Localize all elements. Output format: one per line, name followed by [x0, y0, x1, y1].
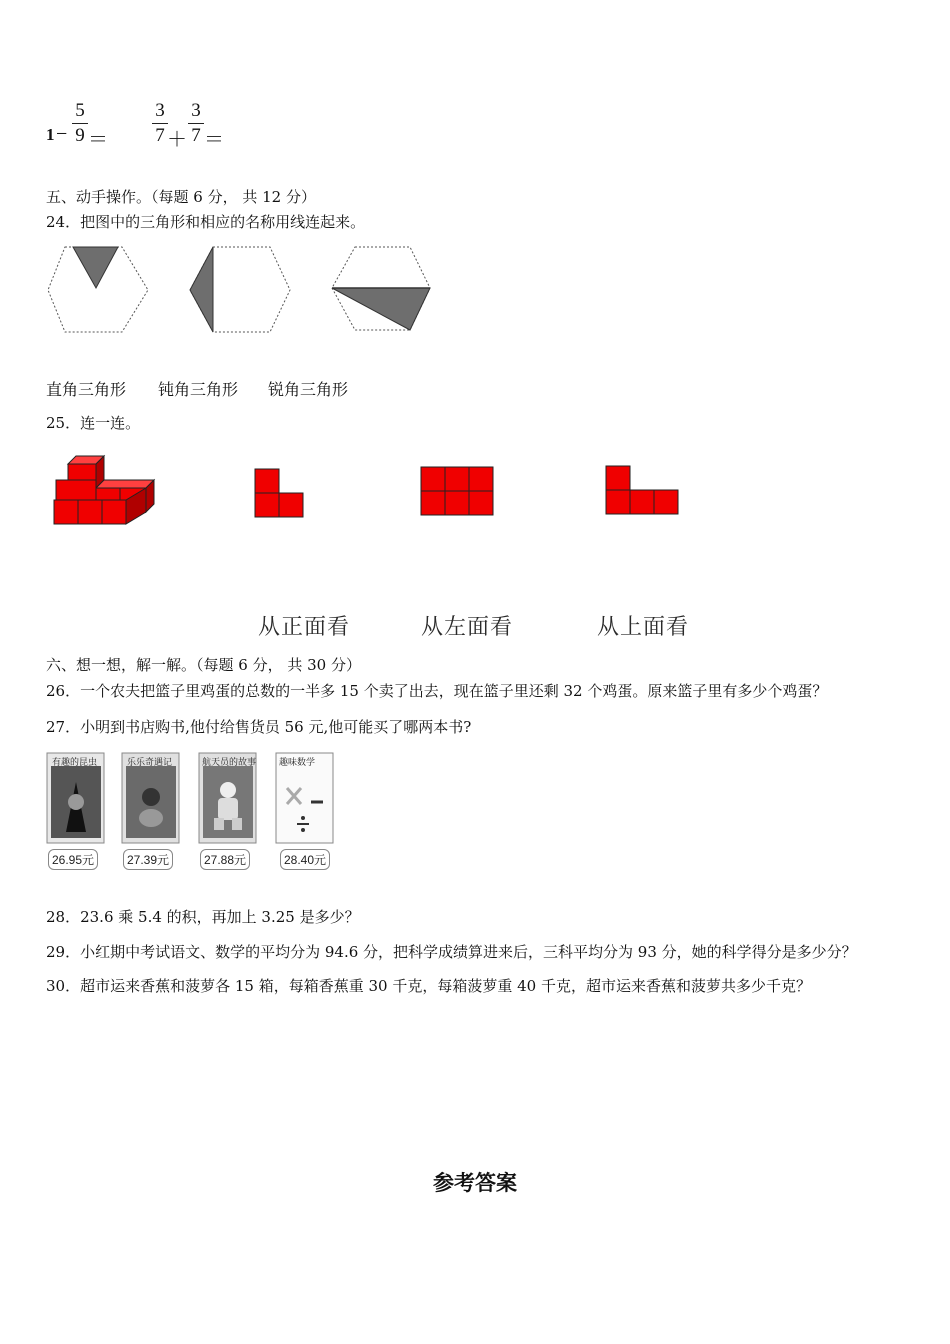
equals-sign: ＝: [204, 129, 224, 151]
fraction-5-9: [72, 100, 88, 147]
hexagon-2: [190, 247, 290, 332]
denominator: 7: [155, 125, 165, 146]
question-25: 25．连一连。: [46, 414, 141, 432]
label-acute-triangle: 锐角三角形: [268, 380, 349, 399]
question-27: 27．小明到书店购书,他付给售货员 56 元,他可能买了哪两本书?: [46, 718, 472, 736]
numerator: 5: [75, 100, 85, 121]
view-shape-1: [254, 468, 306, 520]
book-4-title: 趣味数学: [279, 758, 316, 768]
shaded-triangle-2: [190, 247, 213, 332]
book-4: [275, 752, 335, 848]
label-front-view: 从正面看: [258, 615, 351, 640]
question-29: 29．小红期中考试语文、数学的平均分为 94.6 分，把科学成绩算进来后，三科平均分为 93 分，她的科学得分是多少分？: [46, 943, 857, 961]
answer-key-title: 参考答案: [433, 1171, 517, 1195]
book-1-title: 有趣的昆虫: [52, 758, 98, 768]
plus-sign: ＋: [167, 129, 187, 151]
question-30: 30．超市运来香蕉和菠萝各 15 箱，每箱香蕉重 30 千克，每箱菠萝重 40 千克，超市运来香蕉和菠萝共多少千克？: [46, 977, 811, 995]
book-2: [121, 752, 181, 848]
book-3-price: 27.88元: [200, 849, 250, 870]
denominator: 9: [75, 125, 85, 146]
view-shape-2: [420, 466, 496, 518]
question-26: 26．一个农夫把篮子里鸡蛋的总数的一半多 15 个卖了出去，现在篮子里还剩 32 个鸡蛋。原来篮子里有多少个鸡蛋？: [46, 682, 828, 700]
section-5-title: 五、动手操作。（每题 6 分， 共 12 分）: [46, 188, 316, 206]
book-1: [46, 752, 106, 848]
label-obtuse-triangle: 钝角三角形: [158, 380, 239, 399]
label-left-view: 从左面看: [421, 615, 514, 640]
equals-sign: ＝: [88, 129, 108, 151]
hexagon-1: [48, 247, 148, 332]
hexagon-3: [332, 247, 430, 330]
minus-sign: −: [56, 123, 68, 145]
book-3-title: 航天员的故事: [202, 758, 257, 768]
question-24: 24．把图中的三角形和相应的名称用线连起来。: [46, 213, 366, 231]
fraction-3-7-a: [152, 100, 168, 147]
numerator: 3: [191, 100, 201, 121]
book-4-price: 28.40元: [280, 849, 330, 870]
cube-structure: [50, 450, 160, 530]
question-28: 28．23.6 乘 5.4 的积，再加上 3.25 是多少？: [46, 908, 360, 926]
label-right-triangle: 直角三角形: [46, 380, 127, 399]
denominator: 7: [191, 125, 201, 146]
book-2-title: 乐乐奇遇记: [127, 758, 173, 768]
numerator: 3: [155, 100, 165, 121]
whole-number: 1: [46, 125, 55, 144]
label-top-view: 从上面看: [597, 615, 690, 640]
book-3: [198, 752, 258, 848]
book-1-price: 26.95元: [48, 849, 98, 870]
book-2-price: 27.39元: [123, 849, 173, 870]
section-6-title: 六、想一想，解一解。（每题 6 分， 共 30 分）: [46, 656, 361, 674]
fraction-3-7-b: [188, 100, 204, 147]
hexagon-figures: [40, 240, 440, 340]
view-shape-3: [605, 465, 683, 519]
